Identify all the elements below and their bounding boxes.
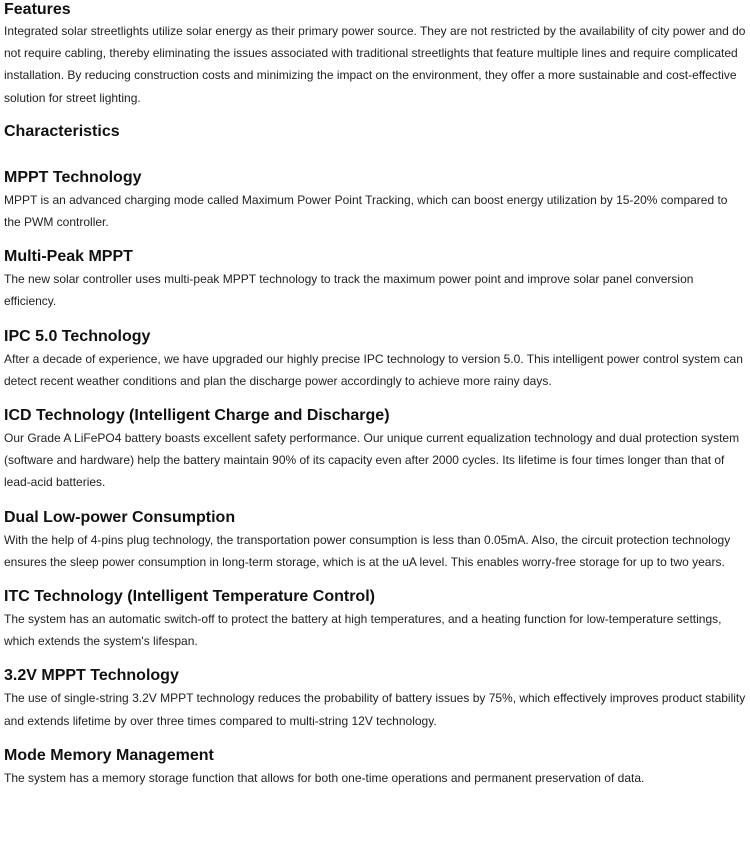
characteristic-multi-peak-mppt [4, 247, 746, 312]
features-heading: Features [4, 1, 71, 18]
characteristic-paragraph: The system has an automatic switch-off to protect the battery at high temperatures, and a heating function for low-temperature settings, which extends the system's lifespan. [4, 612, 722, 649]
characteristic-heading: ITC Technology (Intelligent Temperature Control) [4, 588, 375, 606]
characteristics-section [4, 122, 746, 789]
characteristic-paragraph: The new solar controller uses multi-peak MPPT technology to track the maximum power point and improve solar panel conversion efficiency. [4, 272, 694, 309]
characteristic-paragraph: The system has a memory storage function that allows for both one-time operations and permanent preservation of data. [4, 770, 645, 785]
characteristic-paragraph: MPPT is an advanced charging mode called Maximum Power Point Tracking, which can boost energy utilization by 15-20% compared to the PWM controller. [4, 192, 728, 230]
features-section [4, 0, 746, 109]
characteristic-3v2-mppt [4, 666, 746, 731]
characteristic-mode-memory [4, 746, 746, 789]
characteristic-heading: Multi-Peak MPPT [4, 248, 133, 266]
characteristic-paragraph: Our Grade A LiFePO4 battery boasts excellent safety performance. Our unique current equalization technology and dual protection system (software and hardware) help the battery maintain 90% of its capacity even after 2000 cycles. Its lifetime is four times longer than that of lead-acid batteries. [4, 431, 740, 490]
characteristics-heading: Characteristics [4, 122, 120, 140]
characteristic-itc-technology [4, 587, 746, 652]
characteristic-paragraph: The use of single-string 3.2V MPPT technology reduces the probability of battery issues by 75%, which effectively improves product stability and extends lifetime by over three times compared to multi-string 12V technology. [4, 691, 746, 728]
features-paragraph: Integrated solar streetlights utilize solar energy as their primary power source. They are not restricted by the availability of city power and do not require cabling, thereby eliminating the issues associated with traditional streetlights that feature multiple lines and require complicated installation. By reducing construction costs and minimizing the impact on the environment, they offer a more sustainable and cost-effective solution for street lighting. [4, 24, 746, 105]
characteristic-heading: 3.2V MPPT Technology [4, 667, 179, 685]
characteristic-ipc-technology [4, 327, 746, 392]
characteristic-icd-technology [4, 406, 746, 494]
characteristic-heading: IPC 5.0 Technology [4, 327, 151, 345]
characteristic-heading: Dual Low-power Consumption [4, 508, 236, 526]
characteristic-paragraph: After a decade of experience, we have upgraded our highly precise IPC technology to version 5.0. This intelligent power control system can detect recent weather conditions and plan the discharge power accordingly to achieve more rainy days. [4, 351, 743, 388]
characteristic-mppt-technology [4, 168, 746, 233]
characteristic-heading: ICD Technology (Intelligent Charge and Discharge) [4, 407, 390, 425]
characteristic-heading: MPPT Technology [4, 168, 142, 186]
characteristic-heading: Mode Memory Management [4, 746, 214, 764]
characteristic-dual-low-power [4, 508, 746, 573]
characteristic-paragraph: With the help of 4-pins plug technology, the transportation power consumption is less than 0.05mA. Also, the circuit protection technology ensures the sleep power consumption in long-term storage, which is at the uA level. This enables worry-free storage for up to two years. [4, 532, 731, 569]
